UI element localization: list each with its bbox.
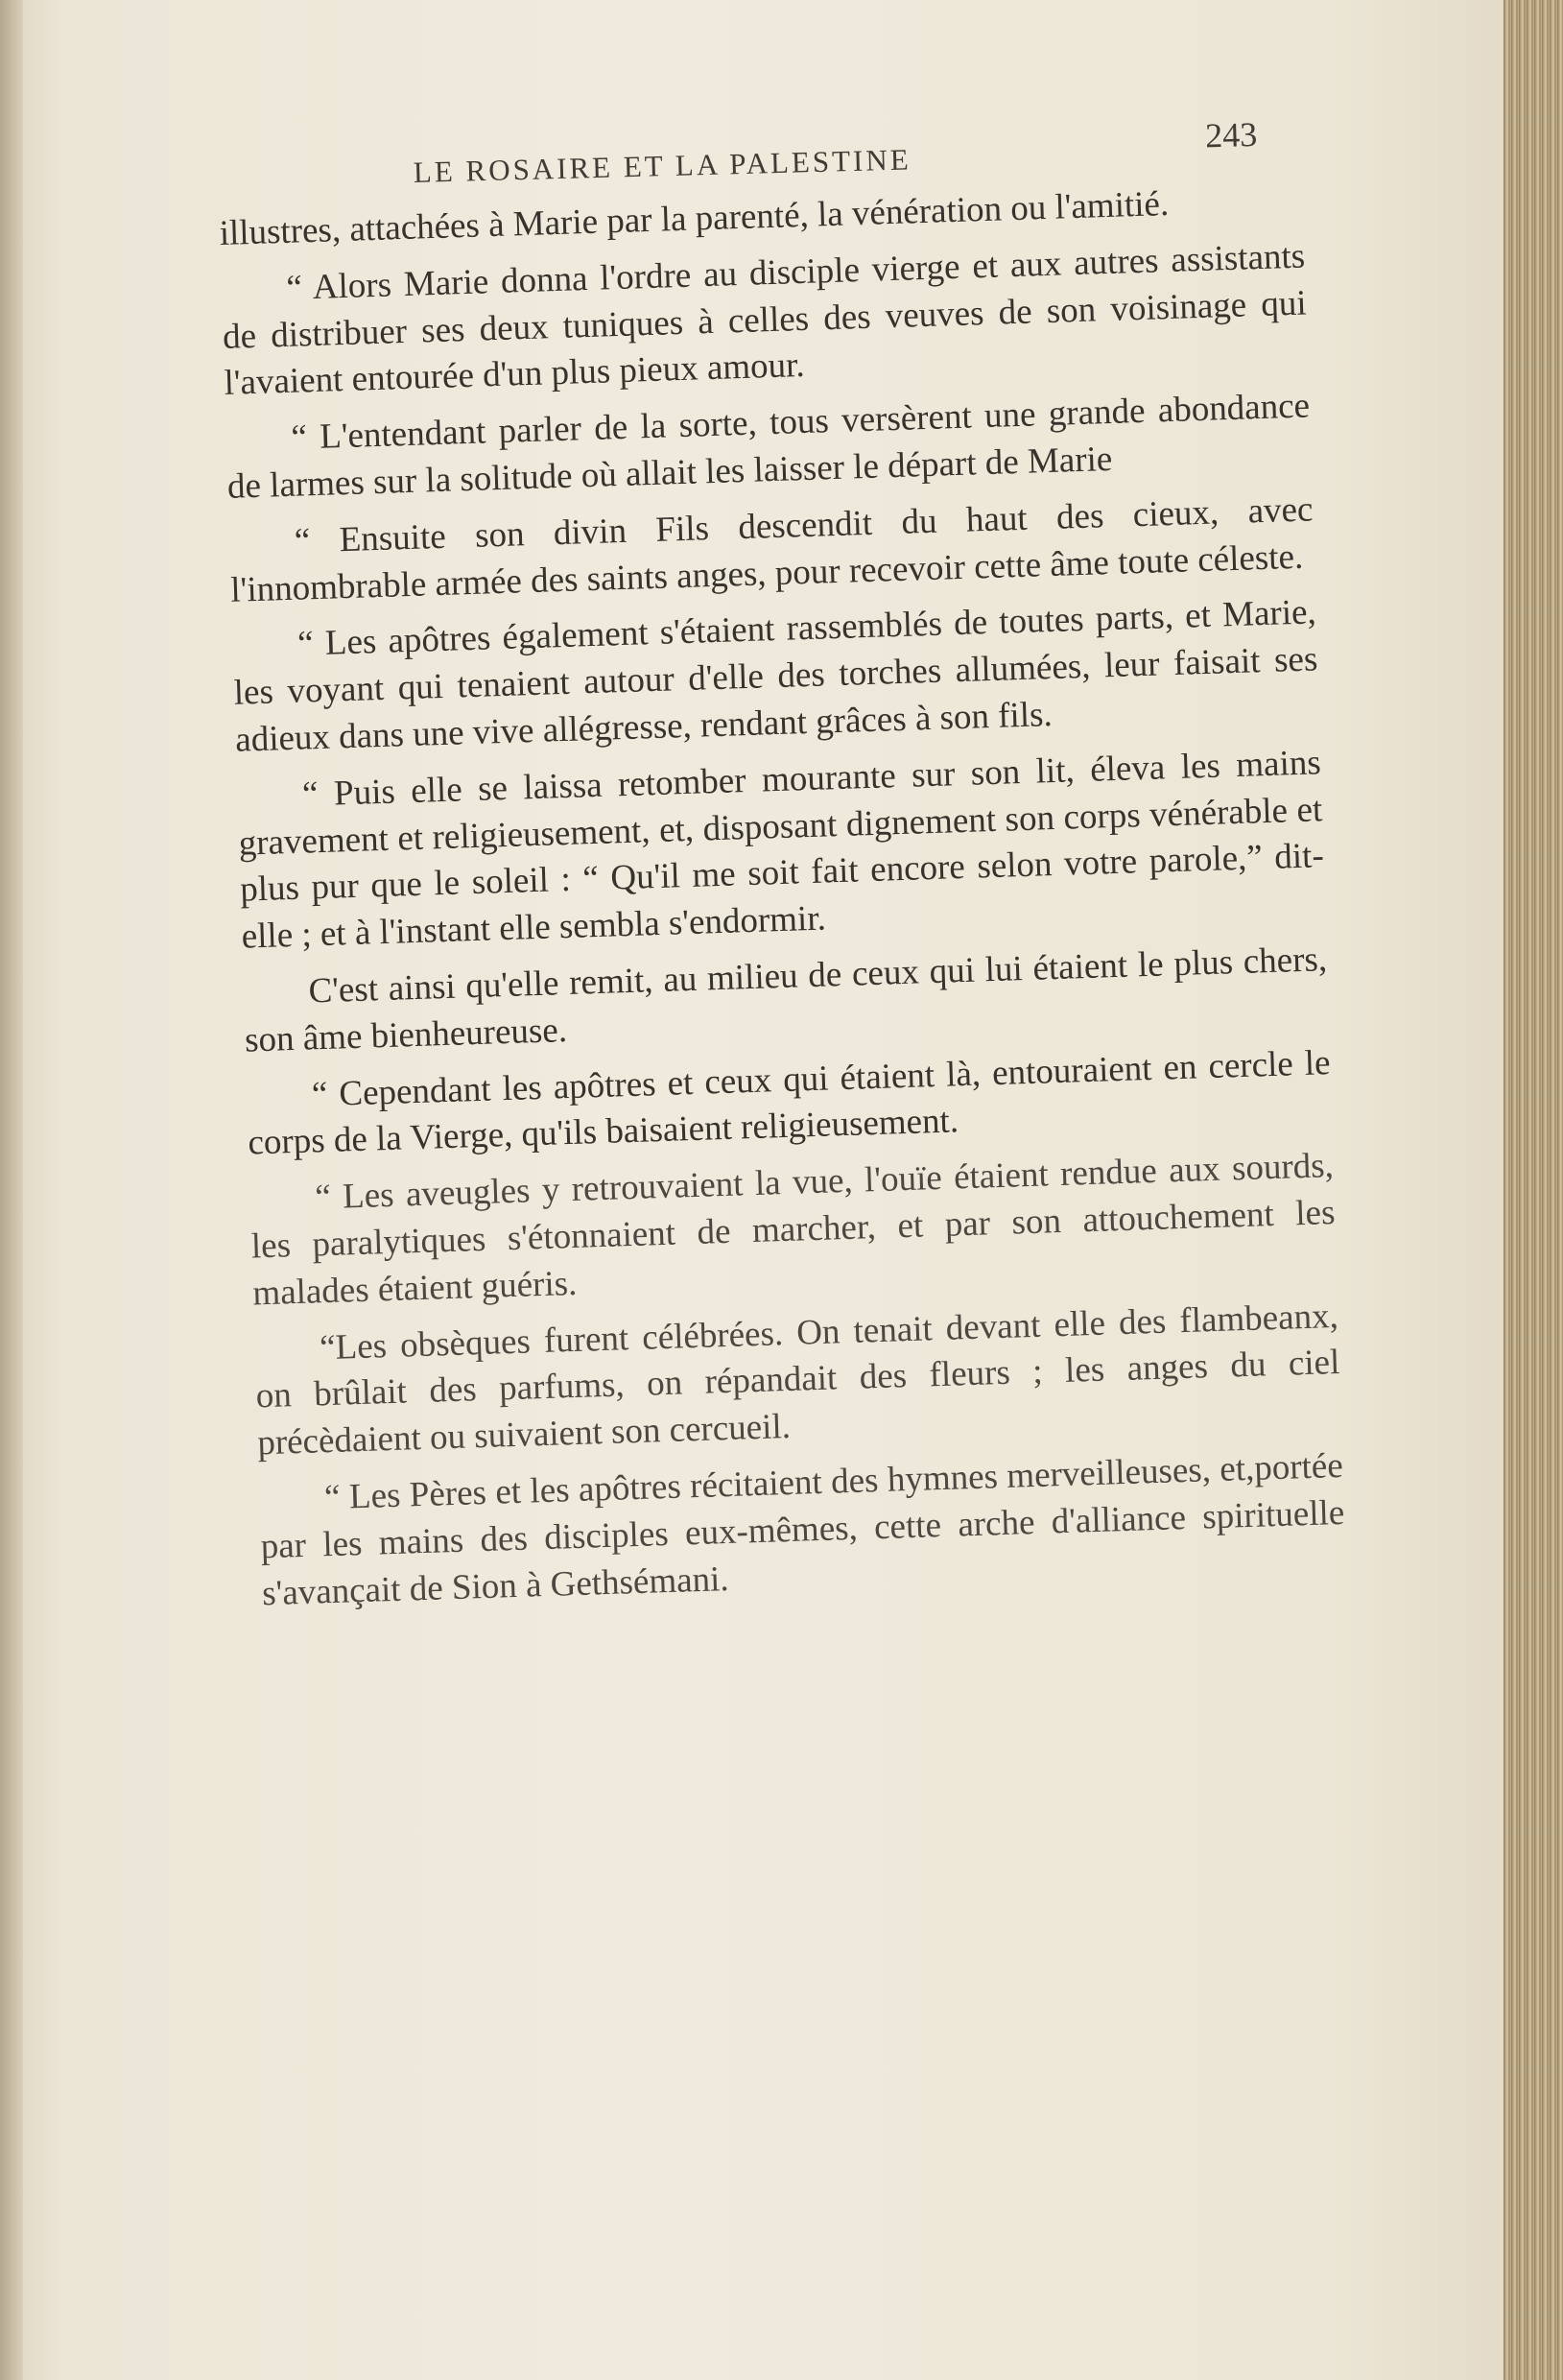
- paragraph: illustres, attachées à Marie par la parenté, la vénération ou l'amitié.: [219, 183, 1170, 253]
- paragraph: “ Les aveugles y retrouvaient la vue, l'ouïe étaient rendue aux sourds, les paralytiques s'étonnaient de marcher, et par son attouchement les malades étaient guéris.: [250, 1146, 1336, 1314]
- paragraph: “Les obsèques furent célébrées. On tenait devant elle des flambeanx, on brûlait des parfums, on répandait des fleurs ; les anges du ciel précèdaient ou suivaient son cercueil.: [255, 1296, 1340, 1464]
- paragraph: “ Les Pères et les apôtres récitaient des hymnes merveilleuses, et,portée par les mains des disciples eux-mêmes, cette arche d'alliance spirituelle s'avançait de Sion à Gethsémani.: [260, 1445, 1345, 1613]
- paragraph: “ Les apôtres également s'étaient rassemblés de toutes parts, et Marie, les voyant qui tenaient autour d'elle des torches allumées, leur faisait ses adieux dans une vive allégresse, rendant grâces à son fils.: [233, 592, 1318, 760]
- page-number: 243: [1204, 114, 1258, 155]
- page-edges: [1504, 0, 1563, 2380]
- paragraph: “ Puis elle se laissa retomber mourante sur son lit, éleva les mains gravement et religieusement, et, disposant dignement son corps vénérable et plus pur que le soleil : “ Qu'il me soit fait encore selon votre parole,” dit-elle ; et à l'instant elle sembla s'endormir.: [238, 742, 1325, 957]
- body-text: [219, 178, 1347, 1628]
- paragraph: “ L'entendant parler de la sorte, tous versèrent une grande abondance de larmes sur la solitude où allait les laisser le départ de Marie: [226, 386, 1311, 507]
- page-gutter: [0, 0, 23, 2380]
- running-title: LE ROSAIRE ET LA PALESTINE: [413, 142, 912, 189]
- paragraph: C'est ainsi qu'elle remit, au milieu de ceux qui lui étaient le plus chers, son âme bienheureuse.: [244, 940, 1328, 1060]
- paragraph: “ Alors Marie donna l'ordre au disciple vierge et aux autres assistants de distribuer ses deux tuniques à celles des veuves de son voisinage qui l'avaient entourée d'un plus pieux amour.: [222, 236, 1308, 404]
- paragraph: “ Cependant les apôtres et ceux qui étaient là, entouraient en cercle le corps de la Vierge, qu'ils baisaient religieusement.: [247, 1042, 1332, 1163]
- paragraph: “ Ensuite son divin Fils descendit du haut des cieux, avec l'innombrable armée des saints anges, pour recevoir cette âme toute céleste.: [229, 489, 1314, 610]
